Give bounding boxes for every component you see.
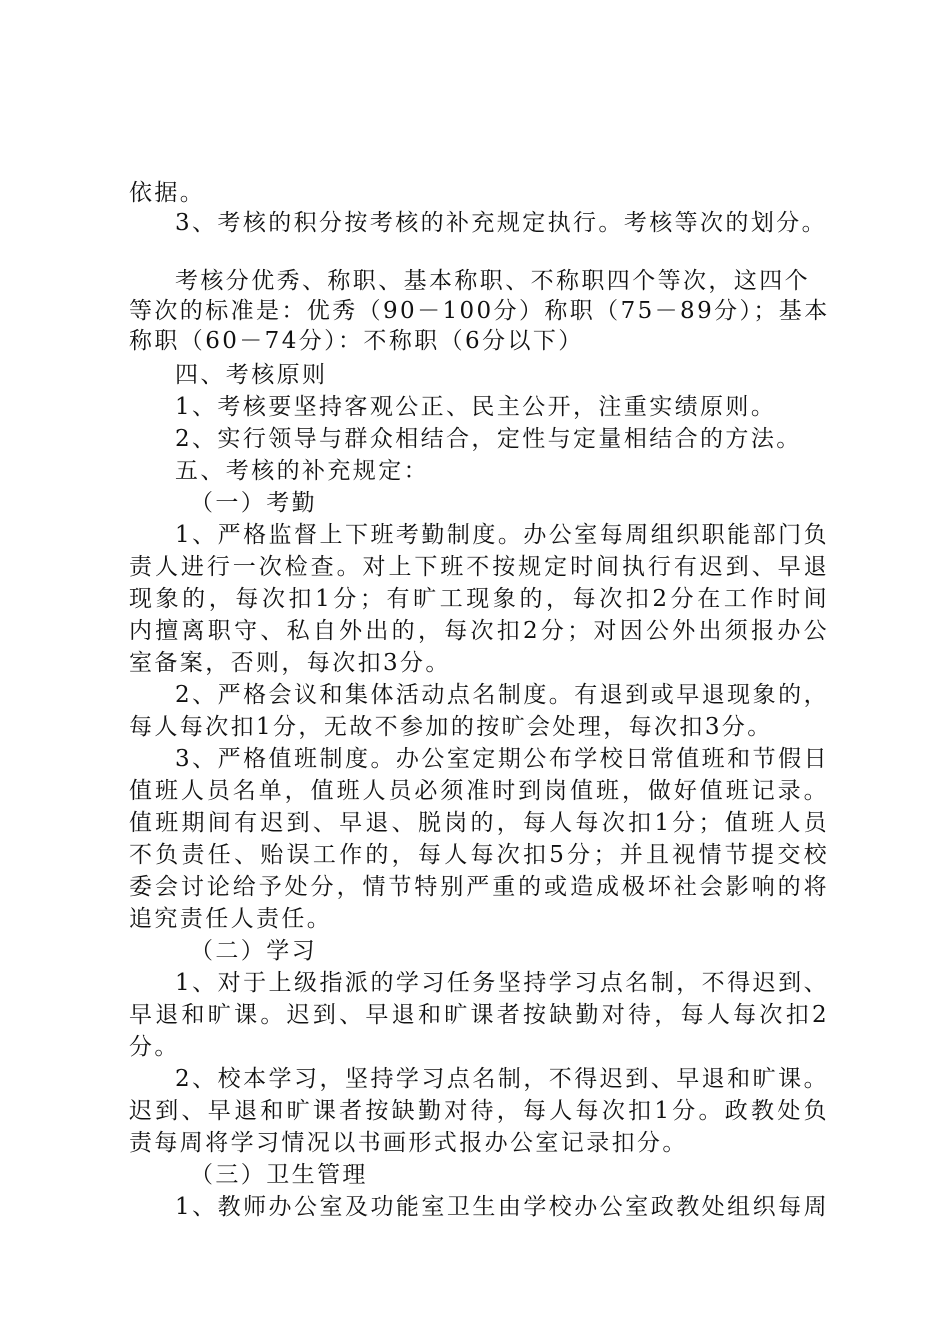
text-line: 分。 [129,1034,180,1060]
text-line: 等次的标准是：优秀（90－100分）称职（75－89分）；基本 [129,298,830,324]
text-line: 责人进行一次检查。对上下班不按规定时间执行有迟到、早退 [129,554,829,580]
text-line: 2、实行领导与群众相结合，定性与定量相结合的方法。 [175,426,802,452]
text-line: 称职（60－74分）：不称职（6分以下） [129,328,584,354]
text-line: 内擅离职守、私自外出的，每次扣2分；对因公外出须报办公 [129,618,829,644]
section-heading: 五、考核的补充规定： [175,458,429,484]
text-line: 追究责任人责任。 [129,906,333,932]
text-line: 3、考核的积分按考核的补充规定执行。考核等次的划分。 [175,210,828,236]
section-heading: 四、考核原则 [175,362,328,388]
text-line: 不负责任、贻误工作的，每人每次扣5分；并且视情节提交校 [129,842,829,868]
text-line: 1、教师办公室及功能室卫生由学校办公室政教处组织每周 [175,1194,829,1220]
text-line: 考核分优秀、称职、基本称职、不称职四个等次，这四个 [175,268,810,294]
subsection-heading: （二）学习 [190,938,317,964]
text-line: 1、对于上级指派的学习任务坚持学习点名制，不得迟到、 [175,970,829,996]
text-line: 迟到、早退和旷课者按缺勤对待，每人每次扣1分。政教处负 [129,1098,829,1124]
text-line: 早退和旷课。迟到、早退和旷课者按缺勤对待，每人每次扣2 [129,1002,829,1028]
text-line: 每人每次扣1分，无故不参加的按旷会处理，每次扣3分。 [129,714,773,740]
text-line: 委会讨论给予处分，情节特别严重的或造成极坏社会影响的将 [129,874,829,900]
text-line: 值班期间有迟到、早退、脱岗的，每人每次扣1分；值班人员 [129,810,829,836]
text-line: 值班人员名单，值班人员必须准时到岗值班，做好值班记录。 [129,778,829,804]
text-line: 依据。 [129,180,206,206]
text-line: 责每周将学习情况以书画形式报办公室记录扣分。 [129,1130,688,1156]
text-line: 室备案，否则，每次扣3分。 [129,650,451,676]
text-line: 1、考核要坚持客观公正、民主公开，注重实绩原则。 [175,394,777,420]
subsection-heading: （三）卫生管理 [190,1162,368,1188]
text-line: 3、严格值班制度。办公室定期公布学校日常值班和节假日 [175,746,829,772]
text-line: 1、严格监督上下班考勤制度。办公室每周组织职能部门负 [175,522,829,548]
text-line: 现象的，每次扣1分；有旷工现象的，每次扣2分在工作时间 [129,586,829,612]
subsection-heading: （一）考勤 [190,490,317,516]
text-line: 2、严格会议和集体活动点名制度。有退到或早退现象的， [175,682,829,708]
text-line: 2、校本学习，坚持学习点名制，不得迟到、早退和旷课。 [175,1066,829,1092]
